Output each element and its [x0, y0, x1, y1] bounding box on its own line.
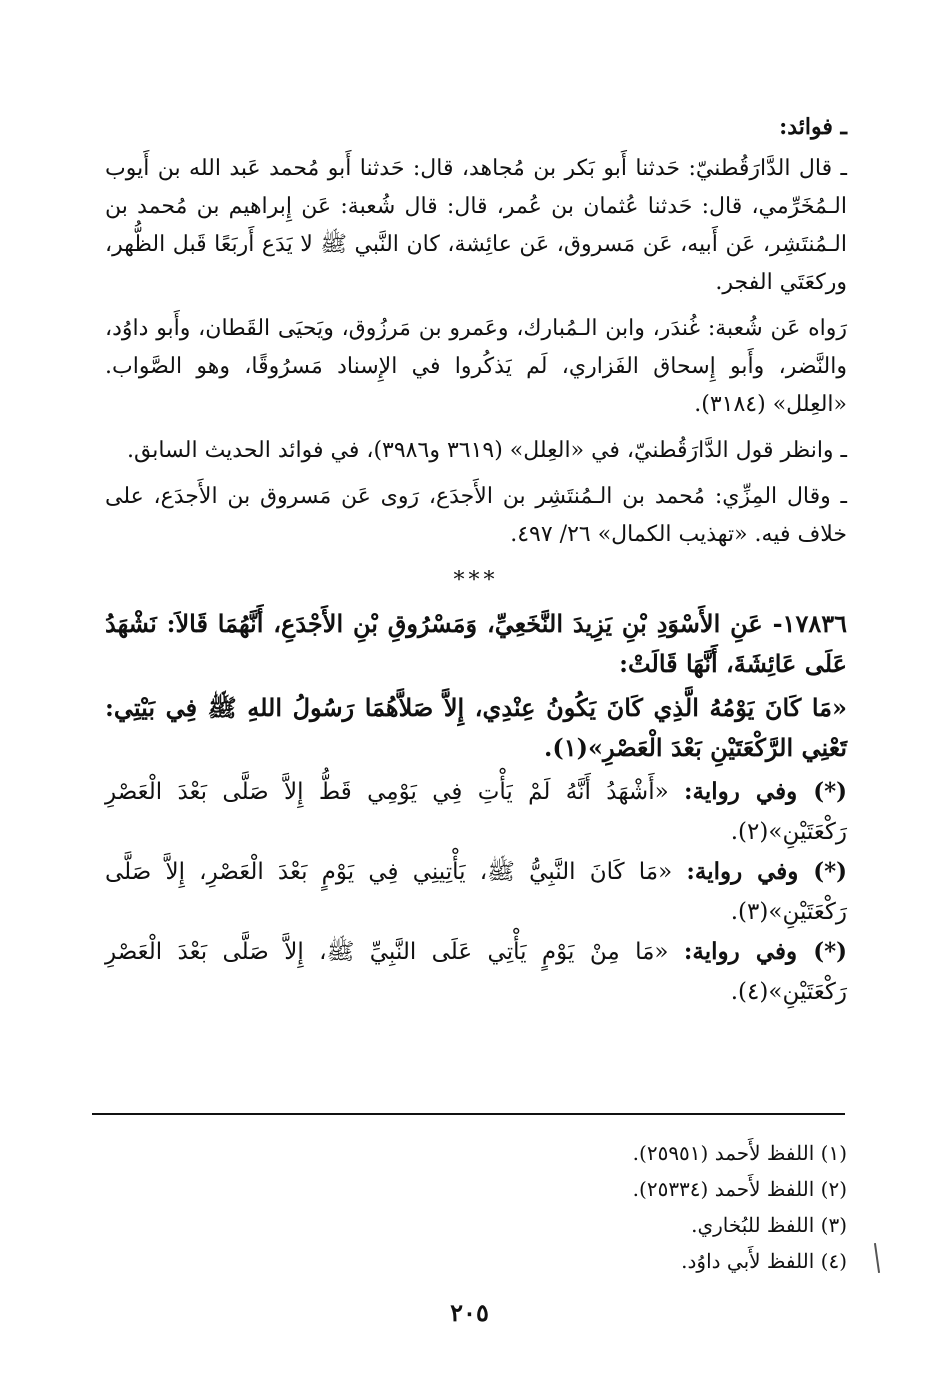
variant-text: «مَا مِنْ يَوْمٍ يَأْتِي عَلَى النَّبِيِّ ﷺ، إِلاَّ صَلَّى بَعْدَ الْعَصْرِ رَكْعَتَيْنِ»(٤). — [105, 939, 847, 1005]
hadith-variant-1 — [105, 772, 847, 852]
footnote-1: (١) اللفظ لأَحمد (٢٥٩٥١). — [632, 1141, 847, 1165]
paragraph-narrators: رَواه عَن شُعبة: غُندَر، وابن الـمُبارك، وعَمرو بن مَرزُوق، ويَحيَى القَطان، وأَبو داوُد، والنَّضر، وأَبو إِسحاق الفَزاري، لَم يَذكُروا في الإِسناد مَسرُوقًا، وهو الصَّواب. «العِلل» (٣١٨٤). — [105, 316, 847, 417]
paragraph-see-also: ـ وانظر قول الدَّارَقُطنيّ، في «العِلل» (٣٦١٩ و٣٩٨٦)، في فوائد الحديث السابق. — [126, 438, 847, 463]
hadith-intro: ١٧٨٣٦- عَنِ الأَسْوَدِ بْنِ يَزِيدَ النَّخَعِيِّ، وَمَسْرُوقِ بْنِ الأَجْدَعِ، أَنَّهُمَا قَالاَ: نَشْهَدُ عَلَى عَائِشَةَ، أَنَّهَا قَالَتْ: — [105, 609, 847, 678]
footnotes — [105, 1135, 847, 1279]
section-heading: ـ فوائد: — [779, 114, 847, 140]
footnote-2: (٢) اللفظ لأَحمد (٢٥٣٣٤). — [632, 1177, 847, 1201]
paragraph-mizzi: ـ وقال المِزِّي: مُحمد بن الـمُنتَشِر بن الأَجدَع، رَوى عَن مَسروق بن الأَجدَع، على خلاف فيه. «تهذيب الكمال» ٢٦/ ٤٩٧. — [105, 484, 847, 547]
hadith-text: «مَا كَانَ يَوْمُهُ الَّذِي كَانَ يَكُونُ عِنْدِي، إِلاَّ صَلاَّهُمَا رَسُولُ اللهِ ﷺ فِي بَيْتِي: تَعْنِي الرَّكْعَتَيْنِ بَعْدَ الْعَصْرِ»(١). — [105, 693, 847, 762]
footnote-3: (٣) اللفظ للبُخاري. — [691, 1213, 847, 1237]
variant-prefix: (*) وفي رواية: — [686, 858, 848, 885]
variant-text: «مَا كَانَ النَّبِيُّ ﷺ، يَأْتِينِي فِي يَوْمٍ بَعْدَ الْعَصْرِ، إِلاَّ صَلَّى رَكْعَتَيْنِ»(٣). — [105, 859, 847, 925]
page-number: ٢٠٥ — [450, 1298, 489, 1327]
variant-text: «أَشْهَدُ أَنَّهُ لَمْ يَأْتِ فِي يَوْمِي قَطُّ إِلاَّ صَلَّى بَعْدَ الْعَصْرِ رَكْعَتَيْنِ»(٢). — [105, 779, 847, 845]
variant-prefix: (*) وفي رواية: — [683, 938, 848, 965]
hadith-variant-3 — [105, 932, 847, 1012]
hadith-variant-2 — [105, 852, 847, 932]
section-separator: *** — [453, 568, 499, 593]
paragraph-daraqutni: ـ قال الدَّارَقُطنيّ: حَدثنا أَبو بَكر بن مُجاهد، قال: حَدثنا أَبو مُحمد عَبد الله بن أَيوب الـمُخَرِّمي، قال: حَدثنا عُثمان بن عُمر، قال: قال شُعبة: عَن إِبراهيم بن مُحمد بن الـمُنتَشِر، عَن أَبيه، عَن مَسروق، عَن عائِشة، كان النَّبي ﷺ لا يَدَع أَربَعًا قَبل الظُّهر، وركعَتَي الفجر. — [105, 156, 848, 295]
footnote-4: (٤) اللفظ لأَبي داوُد. — [681, 1249, 847, 1273]
variant-prefix: (*) وفي رواية: — [684, 778, 848, 805]
margin-pencil-mark — [874, 1243, 880, 1273]
footnote-divider — [92, 1113, 845, 1115]
main-text — [105, 108, 847, 1012]
